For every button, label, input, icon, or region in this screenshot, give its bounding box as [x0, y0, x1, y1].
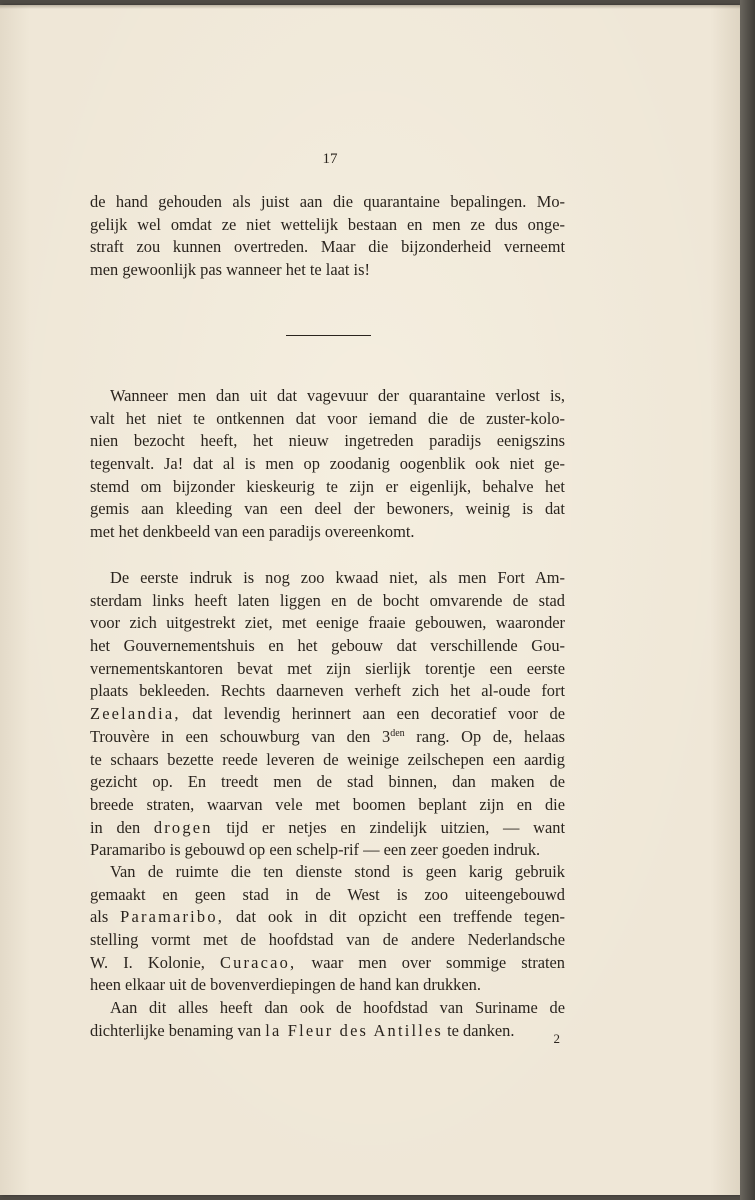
text-line: stemd om bijzonder kieskeurig te zijn er eigenlijk, behalve het — [90, 476, 565, 496]
text-line: het Gouvernementshuis en het gebouw dat verschillende Gou- — [90, 636, 565, 656]
text-fragment: dat ook in dit opzicht een treffende tegen- — [235, 907, 566, 927]
superscript: den — [390, 727, 405, 739]
text-line: te schaars bezette reede leveren de weinige zeilschepen een aardig — [90, 749, 565, 769]
text-fragment: als — [90, 907, 109, 927]
text-line — [90, 817, 565, 840]
spaced-emphasis: la Fleur des Antilles — [265, 1020, 444, 1040]
text-line: Van de ruimte die ten dienste stond is geen karig gebruik — [110, 862, 565, 881]
text-line: de hand gehouden als juist aan die quarantaine bepalingen. Mo- — [90, 192, 565, 211]
text-fragment: waar men over sommige straten — [311, 952, 565, 972]
text-line: nien bezocht heeft, het nieuw ingetreden paradijs eenigszins — [90, 431, 565, 451]
text-fragment: W. I. Kolonie, — [90, 952, 205, 972]
spaced-emphasis: drogen — [153, 817, 213, 837]
text-line — [90, 703, 565, 726]
text-line: gemaakt en geen stad in de West is zoo uiteengebouwd — [90, 884, 565, 904]
text-fragment: in den — [90, 817, 141, 837]
text-line: straft zou kunnen overtreden. Maar die bijzonderheid verneemt — [90, 237, 565, 257]
text-line: valt het niet te ontkennen dat voor iemand die de zuster-kolo- — [90, 408, 565, 428]
page-number: 17 — [322, 151, 338, 167]
text-fragment: rang. Op de, helaas — [416, 726, 565, 746]
text-line: De eerste indruk is nog zoo kwaad niet, als men Fort Am- — [110, 568, 565, 587]
text-line — [90, 952, 565, 975]
page-top-edge — [0, 5, 740, 9]
text-line: voor zich uitgestrekt ziet, met eenige fraaie gebouwen, waaronder — [90, 613, 565, 633]
text-line — [90, 1020, 565, 1043]
text-line: breede straten, waarvan vele met boomen beplant zijn en die — [90, 794, 565, 814]
spaced-emphasis: Curacao, — [219, 952, 297, 972]
spaced-emphasis: Paramaribo, — [120, 907, 225, 927]
section-divider — [286, 335, 371, 336]
text-line: heen elkaar uit de bovenverdiepingen de hand kan drukken. — [90, 975, 481, 995]
text-fragment: dat levendig herinnert aan een decoratief voor de — [192, 704, 565, 724]
text-line: plaats bekleeden. Rechts daarneven verheft zich het al-oude fort — [90, 681, 565, 701]
paragraph-2 — [90, 385, 565, 544]
text-fragment: dichterlijke benaming van — [90, 1020, 262, 1040]
text-line: gezicht op. En treedt men de stad binnen, dan maken de — [90, 772, 565, 792]
text-line: sterdam links heeft laten liggen en de bocht omvarende de stad — [90, 590, 565, 610]
paragraph-3 — [90, 567, 565, 862]
text-fragment: te danken. — [447, 1020, 515, 1040]
text-line: men gewoonlijk pas wanneer het te laat is! — [90, 260, 370, 280]
text-line — [90, 906, 565, 929]
paragraph-1 — [90, 191, 565, 282]
paragraph-5 — [90, 997, 565, 1042]
text-line: gemis aan kleeding van een deel der bewoners, weinig is dat — [90, 499, 565, 519]
text-line: vernementskantoren bevat met zijn sierlijk torentje een eerste — [90, 658, 565, 678]
text-line: tegenvalt. Ja! dat al is men op zoodanig oogenblik ook niet ge- — [90, 454, 565, 474]
text-line: gelijk wel omdat ze niet wettelijk bestaan en men ze dus onge- — [90, 214, 565, 234]
text-fragment: Trouvère in een schouwburg van den 3 — [90, 726, 391, 746]
text-line: Paramaribo is gebouwd op een schelp-rif — een zeer goeden indruk. — [90, 840, 541, 860]
scan-background-edge — [740, 0, 755, 1200]
text-line: Aan dit alles heeft dan ook de hoofdstad van Suriname de — [110, 998, 565, 1017]
text-fragment: tijd er netjes en zindelijk uitzien, — want — [226, 817, 565, 837]
spaced-emphasis: Zeelandia, — [90, 704, 181, 724]
text-line: met het denkbeeld van een paradijs overeenkomt. — [90, 522, 415, 542]
signature-mark: 2 — [553, 1031, 560, 1046]
book-page — [0, 5, 740, 1195]
text-line: Wanneer men dan uit dat vagevuur der quarantaine verlost is, — [110, 386, 565, 405]
text-line: stelling vormt met de hoofdstad van de andere Nederlandsche — [90, 930, 565, 950]
paragraph-4 — [90, 861, 565, 997]
text-line — [90, 726, 565, 749]
